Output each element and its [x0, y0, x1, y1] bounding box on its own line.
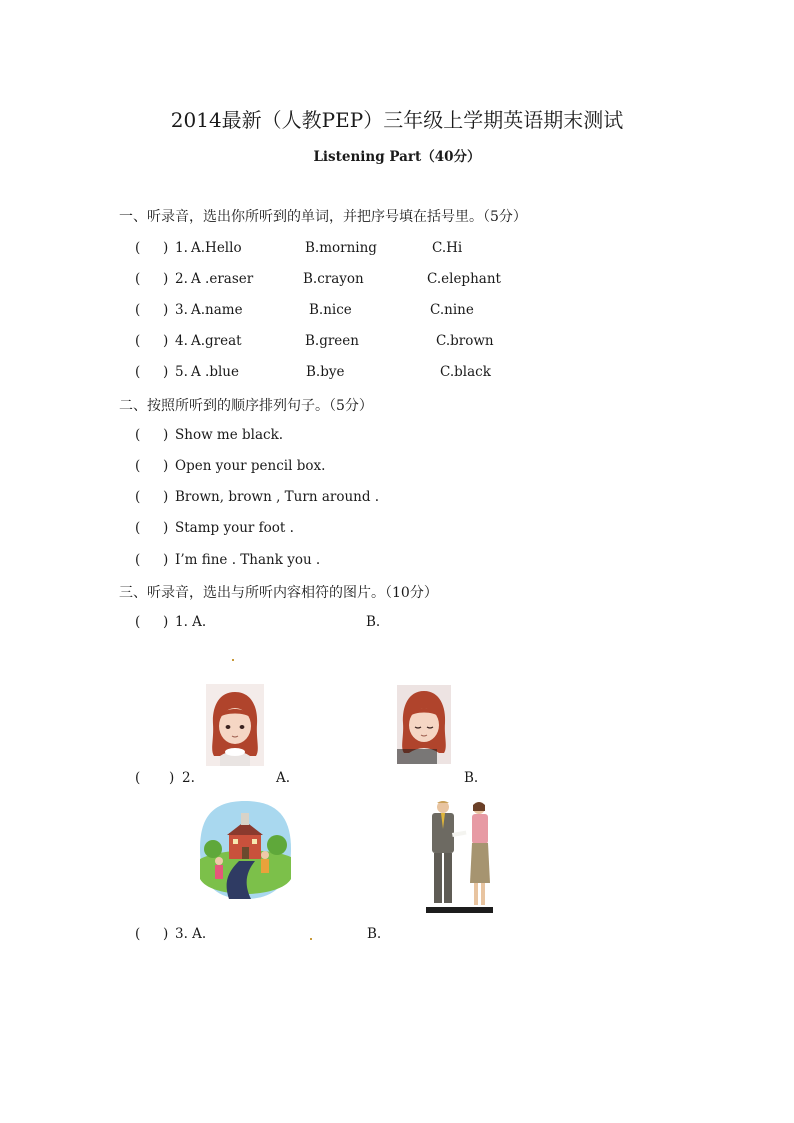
answer-paren-open[interactable]: (: [135, 364, 141, 380]
answer-paren-close: ): [163, 364, 169, 380]
item-number: 5.: [175, 364, 188, 380]
option-a: A.great: [191, 333, 242, 349]
answer-paren-open[interactable]: (: [135, 552, 141, 568]
option-b-label: B.: [366, 614, 381, 630]
page-title: 2014最新（人教PEP）三年级上学期英语期末测试: [170, 108, 624, 132]
option-c: C.Hi: [432, 240, 463, 256]
option-b-label: B.: [367, 926, 382, 942]
item-number: 3. A.: [175, 926, 207, 942]
option-c: C.elephant: [427, 271, 501, 287]
answer-paren-close: ): [163, 427, 169, 443]
option-b: B.green: [305, 333, 359, 349]
answer-paren-close: ): [163, 333, 169, 349]
option-c: C.black: [440, 364, 491, 380]
answer-paren-open[interactable]: (: [135, 926, 141, 942]
answer-paren-open[interactable]: (: [135, 333, 141, 349]
option-a: A .blue: [191, 364, 239, 380]
answer-paren-open[interactable]: (: [135, 427, 141, 443]
answer-paren-open[interactable]: (: [135, 614, 141, 630]
sentence-text: Open your pencil box.: [175, 458, 326, 474]
page-subtitle: Listening Part（40分）: [313, 149, 481, 165]
answer-paren-open[interactable]: (: [135, 240, 141, 256]
stray-dot: [310, 938, 312, 940]
answer-paren-close: ): [163, 302, 169, 318]
answer-paren-open[interactable]: (: [135, 489, 141, 505]
answer-paren-close: ): [163, 614, 169, 630]
option-a-label: A.: [276, 770, 291, 786]
adults-greeting-picture[interactable]: [426, 799, 493, 913]
option-a: A .eraser: [191, 271, 254, 287]
section2-heading: 二、按照所听到的顺序排列句子。（5分）: [119, 398, 373, 414]
option-c: C.nine: [430, 302, 474, 318]
section1-heading: 一、听录音，选出你所听到的单词，并把序号填在括号里。（5分）: [119, 209, 527, 225]
item-number: 1.: [175, 240, 188, 256]
option-b: B.morning: [305, 240, 377, 256]
answer-paren-open[interactable]: (: [135, 770, 141, 786]
option-c: C.brown: [436, 333, 494, 349]
stray-dot: [232, 659, 234, 661]
answer-paren-open[interactable]: (: [135, 271, 141, 287]
option-a: A.name: [191, 302, 243, 318]
section3-heading: 三、听录音，选出与所听内容相符的图片。（10分）: [119, 585, 438, 601]
girl-awake-picture[interactable]: [206, 684, 264, 766]
sentence-text: Brown, brown , Turn around .: [175, 489, 380, 505]
item-number: 2.: [182, 770, 195, 786]
option-b: B.nice: [309, 302, 352, 318]
item-number: 2.: [175, 271, 188, 287]
option-b-label: B.: [464, 770, 479, 786]
answer-paren-close: ): [163, 552, 169, 568]
answer-paren-close: ): [163, 520, 169, 536]
sentence-text: I’m fine . Thank you .: [175, 552, 321, 568]
answer-paren-close: ): [169, 770, 175, 786]
option-b: B.crayon: [303, 271, 364, 287]
answer-paren-close: ): [163, 271, 169, 287]
sentence-text: Stamp your foot .: [175, 520, 294, 536]
option-b: B.bye: [306, 364, 345, 380]
girl-sleepy-picture[interactable]: [397, 685, 451, 764]
answer-paren-open[interactable]: (: [135, 520, 141, 536]
item-number: 1. A.: [175, 614, 207, 630]
answer-paren-open[interactable]: (: [135, 458, 141, 474]
answer-paren-close: ): [163, 926, 169, 942]
answer-paren-open[interactable]: (: [135, 302, 141, 318]
school-picture[interactable]: [199, 799, 292, 901]
item-number: 4.: [175, 333, 188, 349]
item-number: 3.: [175, 302, 188, 318]
sentence-text: Show me black.: [175, 427, 284, 443]
option-a: A.Hello: [191, 240, 242, 256]
answer-paren-close: ): [163, 489, 169, 505]
answer-paren-close: ): [163, 458, 169, 474]
answer-paren-close: ): [163, 240, 169, 256]
